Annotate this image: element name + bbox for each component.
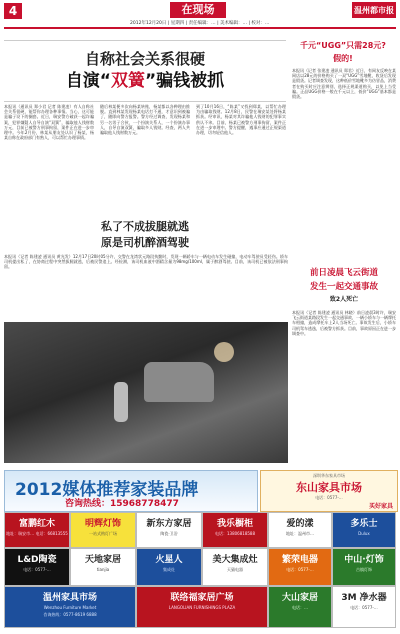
main-story-col1: 本报讯（通讯员 郑小君 记者 陈建凌）有人自称社会关系很硬，能帮你办理各种事情。当心，这可能是骗子设下的圈套。近日，瑞安警方破获一起诈骗案，犯罪嫌疑人自导自演“双簧”，骗取他人钱财数万元，目前已被警方刑事拘留，案件正在进一步审理中。今年2月份，林某从朋友处认识了杨某，杨某自称在政府部门有熟人，可以帮忙办理事情。: [4, 104, 94, 141]
ad-name: 明辉灯饰: [84, 519, 121, 529]
ad-cell[interactable]: [4, 512, 70, 548]
main-headline-line2: [40, 66, 250, 91]
ad-name: 火星人: [155, 555, 183, 565]
ad-name: 中山·灯饰: [344, 555, 384, 565]
ad-sub: 集成灶: [163, 567, 175, 572]
ad-name: 天地家居: [84, 555, 121, 565]
date-line: 2012年12月20日 | 星期四 | 责任编辑：… | 美术编辑：… | 校对：…: [130, 21, 270, 26]
main-story-col2: 随后林某便多次向杨某转账，杨某都以各种理由推脱。直到林某发现杨某电话打不通，才意识到被骗了，随即向警方报警。警方经过调查，发现杨某和另一名男子合伙，一个扮演关系人，一个扮演办事人，自导自演双簧，骗取多人钱财。经查，两人共骗取他人钱财数万元。: [100, 104, 190, 136]
ad-sub: 地址：温州市…: [286, 531, 314, 536]
ad-banner-title: 2012媒体推荐家装品牌: [15, 480, 199, 500]
ad-cell[interactable]: [332, 586, 396, 628]
ad-market-tag: 买好家具: [368, 503, 393, 510]
ad-name: 大山家居: [281, 593, 318, 603]
main-headline-post: ”骗钱被抓: [145, 71, 225, 91]
ad-banner[interactable]: [4, 470, 258, 512]
ad-sub: 电话：0577-…: [23, 567, 51, 572]
ad-cell[interactable]: [268, 586, 332, 628]
ad-name: 美大集成灶: [212, 555, 258, 565]
ad-sub: 天猫电器: [227, 567, 243, 572]
ad-name: 繁荣电器: [281, 555, 318, 565]
ad-sub: 古镇灯饰: [356, 567, 372, 572]
ad-market-title: 东山家具市场: [296, 481, 362, 494]
ad-cell[interactable]: [136, 512, 202, 548]
ad-market[interactable]: [260, 470, 398, 512]
third-story-text: 本报讯（记者 陈建凌 通讯员 林晓）前日凌晨3时许，瑞安飞云街道某路段发生一起交通事故，一辆小轿车与一辆摩托车相撞，造成摩托车上2人当场死亡。事故发生后，小轿车司机驾车逃逸，后被警方抓获。目前，事故原因正在进一步调查中。: [292, 310, 396, 336]
ad-sub: 一站式购灯广场: [89, 531, 117, 536]
ad-sub: 电话：…: [292, 605, 308, 610]
ad-cell[interactable]: [332, 512, 396, 548]
main-headline-pre: 自演“: [65, 71, 111, 91]
ad-sub: tianjia: [96, 567, 110, 572]
ad-section: [4, 470, 396, 630]
street-light: [214, 342, 234, 362]
ad-cell[interactable]: [136, 548, 202, 586]
ad-cell[interactable]: [202, 512, 268, 548]
newspaper-logo: 温州都市报: [352, 2, 396, 18]
ad-banner-hotline: 咨询热线：15968778477: [65, 499, 179, 509]
ad-name: 联络福家居广场: [170, 593, 234, 603]
ad-cell[interactable]: [268, 548, 332, 586]
sidebar-headline-line2: 假的!: [333, 54, 353, 63]
car-shape: [144, 362, 214, 402]
ad-sub: 电话：0577-…: [350, 605, 378, 610]
ad-name: 我乐橱柜: [216, 519, 253, 529]
second-headline-line2: 原是司机醉酒驾驶: [101, 236, 189, 249]
ad-name: 多乐士: [350, 519, 378, 529]
ad-sub: 电话：13806818588: [215, 531, 255, 536]
third-headline-line2: 发生一起交通事故: [309, 282, 378, 292]
second-story-text: 本报讯（记者 陈建凌 通讯员 黄光发）12月17日20时05分许，交警在龙湾状元路段执勤时，发现一辆轿车与一辆电动车发生碰撞，电动车驾驶员受轻伤。轿车司机提出私了，在协商过程中突然拔腿就逃，后被民警追上。经检测，该司机血液中酒精含量为98mg/100ml，属于醉酒驾驶。目前，该司机已被依法刑事拘留。: [4, 254, 288, 270]
ad-sub: 电话：0577-…: [286, 567, 314, 572]
ad-cell[interactable]: [268, 512, 332, 548]
ad-cell[interactable]: [70, 548, 136, 586]
ad-sub: 地址：瑞安市… 电话：66813555: [6, 531, 68, 536]
ad-phone: 咨询热线：0577-8619 6888: [43, 612, 97, 617]
main-story-col3: 到了10月16日，“陈某”又找到郑某，以帮忙办理为由骗取钱财。12月8日，民警在瑞安某处将杨某抓获。经审讯，杨某对其诈骗他人钱财的犯罪事实供认不讳。目前，杨某已被警方刑事拘留，案件正在进一步审理中。警方提醒，遇事应通过正规渠道办理，切勿轻信他人。: [196, 104, 286, 136]
ad-sub: LANGOLIAN FURNISHINGS PLAZA: [168, 605, 236, 610]
ad-cell[interactable]: [136, 586, 268, 628]
ad-name: 3M 净水器: [341, 593, 387, 603]
ad-cell[interactable]: [4, 586, 136, 628]
ad-cell[interactable]: [332, 548, 396, 586]
ad-sub: Dulux: [358, 531, 370, 536]
sidebar-story-text: 本报讯（记者 张建凌 通讯员 郑君）近日，有网友反映在某网店以28元的价格购买了一双“UGG”雪地靴，收货后发现是假货。记者调查发现，这种低价雪地靴多为仿冒品，消费者在购买时应注意辨别，选择正规渠道购买，以免上当受骗。正品UGG价格一般在千元以上，低价“UGG”基本都是假货。: [292, 68, 396, 100]
sidebar-headline: [290, 40, 396, 64]
page-number: 4: [4, 3, 22, 19]
person-shape: [114, 382, 128, 422]
ad-name: 富鹏红木: [18, 519, 55, 529]
ad-cell[interactable]: [202, 548, 268, 586]
third-headline-line1: 前日凌晨飞云街道: [309, 268, 378, 278]
ad-market-top: 深圳华东家具市场: [313, 473, 345, 478]
ad-name: L&D陶瓷: [17, 555, 57, 565]
ad-sub: 陶瓷·卫浴: [160, 531, 178, 536]
third-headline-line3: 致2人死亡: [329, 296, 359, 303]
ad-sub: Wenzhou Furniture Market: [43, 605, 97, 610]
masthead-bar: [0, 0, 400, 28]
ad-cell[interactable]: [70, 512, 136, 548]
ad-name: 温州家具市场: [42, 593, 97, 603]
header-rule: [4, 27, 396, 29]
ad-market-tel: 电话：0577-…: [315, 495, 343, 500]
ad-name: 爱的漾: [286, 519, 314, 529]
second-headline-line1: 私了不成拔腿就逃: [101, 220, 189, 233]
ad-cell[interactable]: [4, 548, 70, 586]
sidebar-headline-line1: 千元“UGG”只需28元?: [300, 41, 386, 50]
column-name: 在现场: [170, 2, 226, 18]
accident-photo: [4, 322, 288, 463]
main-headline-highlight: 双簧: [111, 71, 145, 91]
third-headline: [292, 266, 396, 303]
main-headline-line1: 自称社会关系很硬: [84, 50, 205, 68]
ad-name: 新东方家居: [146, 519, 192, 529]
